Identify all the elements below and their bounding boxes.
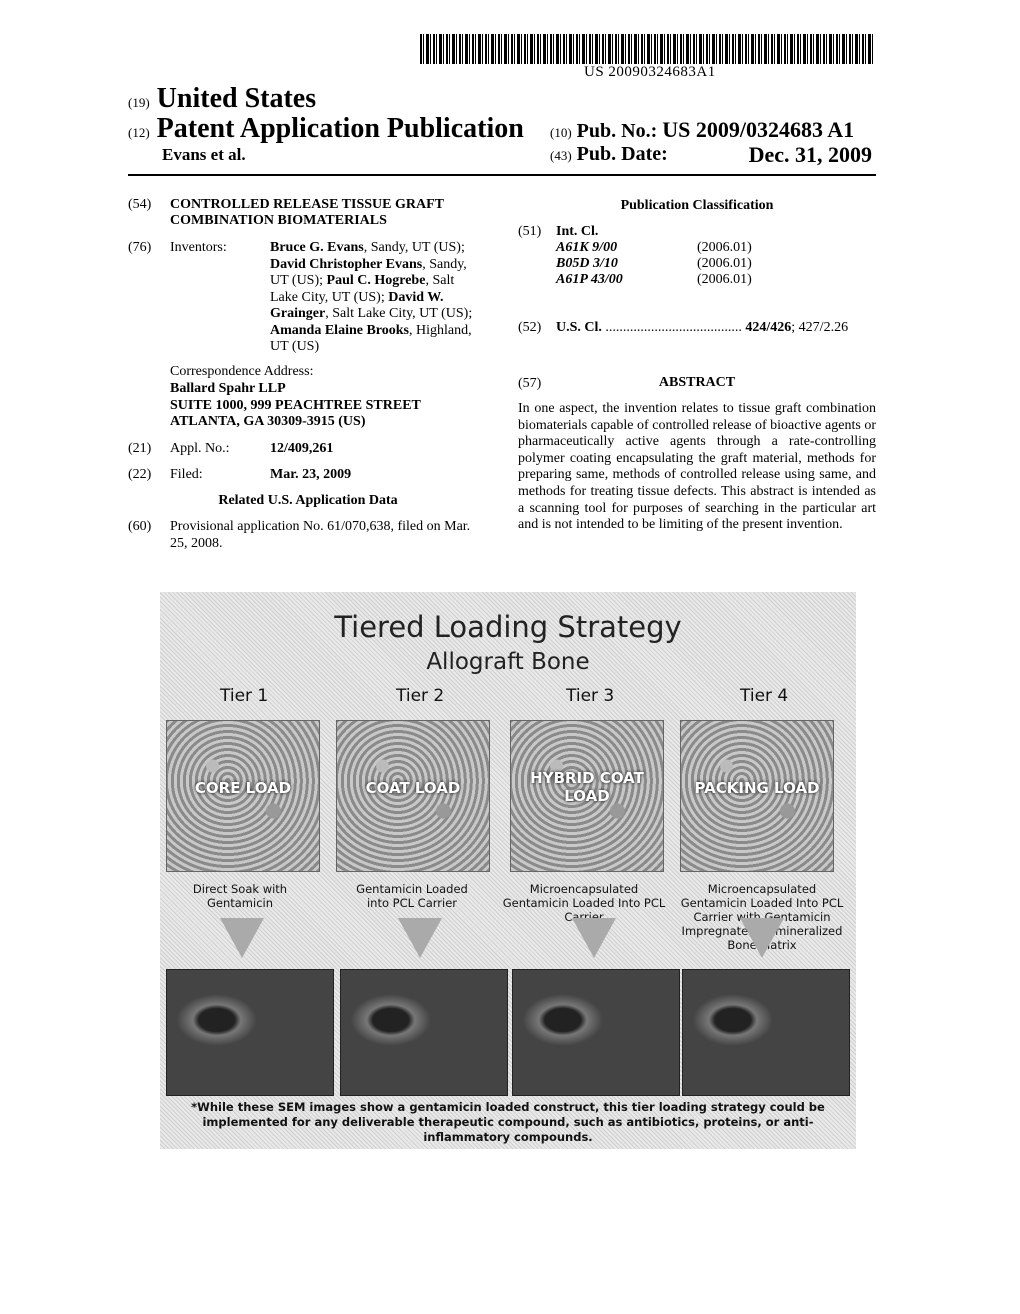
appl-label: Appl. No.: <box>170 441 230 456</box>
sem-image-tier-3 <box>512 969 680 1096</box>
title-line-2: COMBINATION BIOMATERIALS <box>170 213 387 228</box>
intcl-class-year: (2006.01) <box>697 272 752 287</box>
publication-classification-heading: Publication Classification <box>620 198 774 213</box>
pub-no-value: US 2009/0324683 A1 <box>662 117 855 142</box>
pub-date-label: Pub. Date: <box>576 143 668 165</box>
inventors-label: Inventors: <box>170 240 227 255</box>
bone-cube-tier-1 <box>166 720 320 872</box>
intcl-class-year: (2006.01) <box>697 240 752 255</box>
abstract-heading: ABSTRACT <box>658 375 736 390</box>
bone-cube-tier-4 <box>680 720 834 872</box>
pub-date-line <box>550 143 872 166</box>
intcl-class-code: A61P 43/00 <box>556 272 623 287</box>
inventor-line: UT (US) <box>270 339 320 354</box>
inventors-list <box>270 240 490 356</box>
doc-type-line <box>128 113 524 145</box>
filed-label: Filed: <box>170 467 203 482</box>
intcl-class-year: (2006.01) <box>697 256 752 271</box>
uscl-code: (52) <box>518 320 542 335</box>
provisional-code: (60) <box>128 519 152 534</box>
tier-3-description: Microencapsulated Gentamicin Loaded Into PCL Carrier <box>502 882 666 924</box>
filed-value: Mar. 23, 2009 <box>270 467 352 482</box>
barcode <box>420 34 875 64</box>
sem-image-tier-2 <box>340 969 508 1096</box>
uscl-value-secondary: ; 427/2.26 <box>791 320 849 335</box>
intcl-class-code: B05D 3/10 <box>556 256 618 271</box>
authors: Evans et al. <box>162 145 246 164</box>
code-43: (43) <box>550 148 572 163</box>
pub-date-value: Dec. 31, 2009 <box>748 142 872 167</box>
bone-cube-tier-3 <box>510 720 664 872</box>
sem-image-tier-1 <box>166 969 334 1096</box>
code-19: (19) <box>128 95 150 110</box>
sem-image-tier-4 <box>682 969 850 1096</box>
inventor-line: David Christopher Evans, Sandy, <box>270 256 467 272</box>
inventor-line: Grainger, Salt Lake City, UT (US); <box>270 306 473 321</box>
inventor-line: Bruce G. Evans, Sandy, UT (US); <box>270 240 465 255</box>
uscl-line <box>556 320 876 337</box>
intcl-code: (51) <box>518 224 542 239</box>
inventor-line: UT (US); Paul C. Hogrebe, Salt <box>270 273 455 288</box>
country: United States <box>156 83 317 114</box>
tier-2-label: Tier 2 <box>396 686 445 706</box>
tiered-loading-figure <box>160 592 856 1149</box>
inventor-line: Lake City, UT (US); David W. <box>270 289 444 305</box>
correspondence-label: Correspondence Address: <box>170 364 314 379</box>
tier-4-label: Tier 4 <box>740 686 789 706</box>
code-12: (12) <box>128 125 150 140</box>
doc-type: Patent Application Publication <box>156 113 524 144</box>
intcl-label: Int. Cl. <box>556 224 599 239</box>
arrow-down-icon <box>740 918 784 958</box>
appl-code: (21) <box>128 441 152 456</box>
figure-title: Tiered Loading Strategy <box>334 610 682 644</box>
abstract-text: In one aspect, the invention relates to tissue graft combination biomaterials capable of controlled release of bioactive agents or pharmaceutically active agents through a rate-controlling polymer coating encapsulating the graft material, methods for preparing same, methods of controlled release using same, and methods for treating tissue defects. This abstract is intended as a scanning tool for purposes of searching in the particular art and is not intended to be limiting of the present invention. <box>518 401 876 533</box>
intcl-class-code: A61K 9/00 <box>556 240 618 255</box>
uscl-dots: ....................................... <box>605 320 742 335</box>
inventors-code: (76) <box>128 240 152 255</box>
title-code: (54) <box>128 197 152 212</box>
arrow-down-icon <box>572 918 616 958</box>
correspondence-name: Ballard Spahr LLP <box>170 381 286 396</box>
appl-value: 12/409,261 <box>270 441 334 456</box>
tier-1-description: Direct Soak with Gentamicin <box>192 882 288 910</box>
correspondence-address-2: ATLANTA, GA 30309-3915 (US) <box>170 414 366 429</box>
cube-label: HYBRID COAT LOAD <box>530 769 644 805</box>
pub-no-label: Pub. No.: <box>576 120 658 142</box>
country-line <box>128 83 316 115</box>
related-data-heading: Related U.S. Application Data <box>218 493 398 508</box>
uscl-label: U.S. Cl. <box>556 320 602 335</box>
tier-2-description: Gentamicin Loaded into PCL Carrier <box>356 882 468 910</box>
bone-cube-tier-2 <box>336 720 490 872</box>
correspondence-address-1: SUITE 1000, 999 PEACHTREE STREET <box>170 398 421 413</box>
pub-no-line <box>550 117 854 143</box>
uscl-value-primary: 424/426 <box>745 320 792 335</box>
abstract-code: (57) <box>518 376 542 391</box>
provisional-line-1: Provisional application No. 61/070,638, filed on Mar. <box>170 519 471 534</box>
arrow-down-icon <box>398 918 442 958</box>
cube-label: PACKING LOAD <box>694 779 820 797</box>
provisional-line-2: 25, 2008. <box>170 536 223 551</box>
filed-code: (22) <box>128 467 152 482</box>
figure-subtitle: Allograft Bone <box>426 649 590 675</box>
arrow-down-icon <box>220 918 264 958</box>
code-10: (10) <box>550 125 572 140</box>
header-divider <box>128 174 876 176</box>
cube-label: COAT LOAD <box>365 779 461 797</box>
cube-label: CORE LOAD <box>194 779 292 797</box>
tier-4-description: Microencapsulated Gentamicin Loaded Into PCL Carrier with Gentamicin Impregnated Demineralized Bone Matrix <box>680 882 844 952</box>
tier-1-label: Tier 1 <box>220 686 269 706</box>
tier-3-label: Tier 3 <box>566 686 615 706</box>
inventor-line: Amanda Elaine Brooks, Highland, <box>270 322 472 338</box>
figure-footnote: *While these SEM images show a gentamicin loaded construct, this tier loading strategy could be implemented for any deliverable therapeutic compound, such as antibiotics, proteins, or anti-inflammatory compounds. <box>191 1100 825 1144</box>
title-line-1: CONTROLLED RELEASE TISSUE GRAFT <box>170 197 444 212</box>
publication-number-top: US 20090324683A1 <box>584 64 716 80</box>
